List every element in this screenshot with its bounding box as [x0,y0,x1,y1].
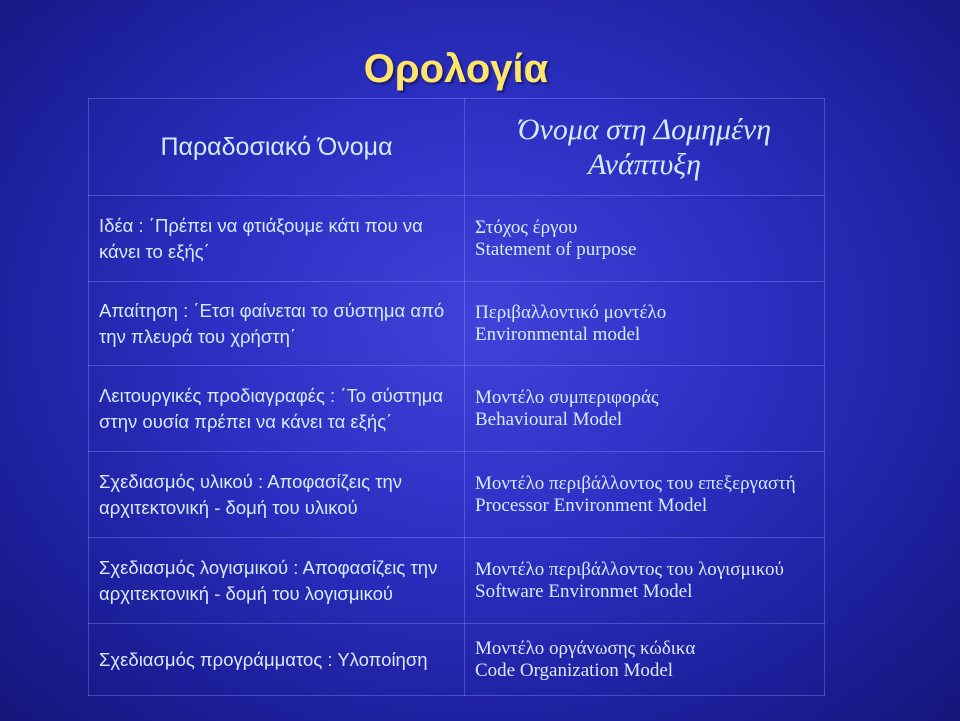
table-row [89,366,825,452]
structured-term-english: Software Environmet Model [475,580,693,602]
structured-term [465,366,825,452]
traditional-term: Ιδέα : ΄Πρέπει να φτιάξουμε κάτι που να κάνει το εξής΄ [89,196,465,282]
terminology-table [88,98,825,696]
header-structured-name: Όνομα στη Δομημένη Ανάπτυξη [465,99,825,196]
structured-term-greek: Μοντέλο περιβάλλοντος του επεξεργαστή [475,472,796,494]
structured-term [465,452,825,538]
traditional-term: Σχεδιασμός λογισμικού : Αποφασίζεις την αρχιτεκτονική - δομή του λογισμικού [89,538,465,624]
table-row [89,452,825,538]
traditional-term: Απαίτηση : ΄Ετσι φαίνεται το σύστημα από την πλευρά του χρήστη΄ [89,282,465,366]
structured-term-english: Processor Environment Model [475,494,708,516]
structured-term-english: Environmental model [475,323,641,345]
structured-term [465,196,825,282]
structured-term-greek: Περιβαλλοντικό μοντέλο [475,301,667,323]
traditional-term: Σχεδιασμός υλικού : Αποφασίζεις την αρχιτεκτονική - δομή του υλικού [89,452,465,538]
header-traditional-name: Παραδοσιακό Όνομα [89,99,465,196]
structured-term-english: Behavioural Model [475,408,623,430]
structured-term-english: Statement of purpose [475,238,637,260]
traditional-term: Λειτουργικές προδιαγραφές : ΄Το σύστημα στην ουσία πρέπει να κάνει τα εξής΄ [89,366,465,452]
structured-term-english: Code Organization Model [475,659,674,681]
structured-term-greek: Μοντέλο οργάνωσης κώδικα [475,637,696,659]
structured-term [465,282,825,366]
table-row [89,282,825,366]
table-row [89,196,825,282]
structured-term-greek: Μοντέλο συμπεριφοράς [475,386,659,408]
traditional-term: Σχεδιασμός προγράμματος : Υλοποίηση [89,624,465,696]
table-row [89,624,825,696]
slide-title: Ορολογία [363,47,549,91]
structured-term-greek: Μοντέλο περιβάλλοντος του λογισμικού [475,558,784,580]
table-header-row [89,99,825,196]
structured-term-greek: Στόχος έργου [475,216,578,238]
structured-term [465,538,825,624]
table-row [89,538,825,624]
structured-term [465,624,825,696]
